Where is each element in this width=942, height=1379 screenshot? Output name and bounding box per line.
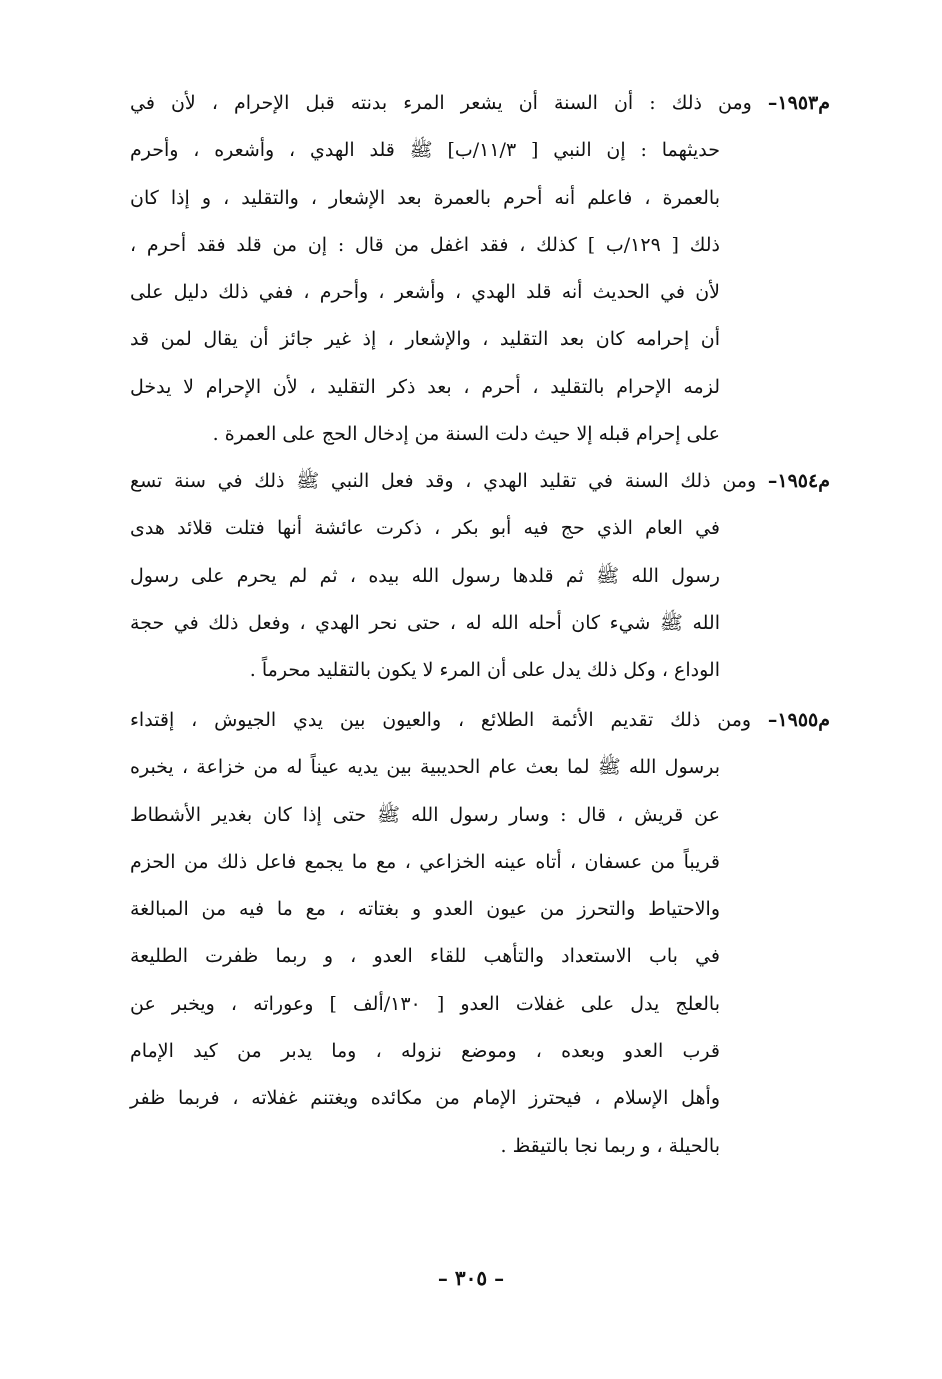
paragraph-line: بالحيلة ، و ربما نجا بالتيقظ . — [500, 1134, 720, 1157]
paragraph-line: بالعلج يدل على غفلات العدو [ ١٣٠/ألف ] وعوراته ، ويخبر عن — [130, 992, 720, 1015]
page-number: – ٣٠٥ – — [437, 1266, 505, 1290]
paragraph-line: بالعمرة ، فاعلم أنه أحرم بالعمرة بعد الإشعار ، والتقليد ، و إذا كان — [130, 186, 720, 209]
paragraph-line: وأهل الإسلام ، فيحترز الإمام من مكائده ويغتنم غفلاته ، فربما ظفر — [130, 1087, 720, 1110]
paragraph-line: عن قريش ، قال : وسار رسول الله ﷺ حتى إذا كان بغدير الأشطاط — [130, 803, 720, 826]
paragraph-line: الوداع ، وكل ذلك يدل على أن المرء لا يكون بالتقليد محرماً . — [249, 659, 720, 682]
paragraph-number: م١٩٥٣– — [767, 92, 830, 114]
paragraph-line: والاحتياط والتحرز من عيون العدو و بغتاته ، مع ما فيه من المبالغة — [130, 898, 720, 921]
paragraph-number: م١٩٥٤– — [767, 470, 830, 492]
paragraph-line: رسول الله ﷺ ثم قلدها رسول الله بيده ، ثم لم يحرم على رسول — [130, 564, 720, 587]
paragraph-line: قرب العدو وبعده ، وموضع نزوله ، وما يدبر من كيد الإمام — [130, 1040, 720, 1063]
paragraph-line: قريباً من عسفان ، أتاه عينه الخزاعي ، مع ما يجمع فاعل ذلك من الحزم — [130, 850, 720, 873]
paragraph-line: أن إحرامه كان بعد التقليد ، والإشعار ، إذ غير جائز أن يقال لمن قد — [130, 328, 720, 351]
paragraph-number: م١٩٥٥– — [767, 709, 830, 731]
paragraph-1955 — [130, 697, 830, 1170]
paragraph-line: في العام الذي حج فيه أبو بكر ، ذكرت عائشة أنها فتلت قلائد هدى — [130, 517, 720, 540]
paragraph-line — [130, 697, 830, 744]
paragraph-line: حديثهما : إن النبي [ ١١/٣/ب] ﷺ قلد الهدي ، وأشعره ، وأحرم — [130, 139, 720, 162]
paragraph-line: على إحرام قبله إلا حيث دلت السنة من إدخال الحج على العمرة . — [212, 423, 720, 446]
paragraph-line: الله ﷺ شيء كان أحله الله له ، حتى نحر الهدي ، وفعل ذلك في حجة — [130, 611, 720, 634]
paragraph-line: برسول الله ﷺ لما بعث عام الحديبية بين يديه عيناً له من خزاعة ، يخبره — [130, 756, 720, 779]
paragraph-line: لزمه الإحرام بالتقليد ، أحرم ، بعد ذكر التقليد ، لأن الإحرام لا يدخل — [130, 375, 720, 398]
paragraph-line — [130, 458, 830, 505]
paragraph-1953 — [130, 80, 830, 458]
paragraph-line: في باب الاستعداد والتأهب للقاء العدو ، و ربما ظفرت الطليعة — [130, 945, 720, 968]
paragraph-text: ومن ذلك : أن السنة أن يشعر المرء بدنته قبل الإحرام ، لأن في — [130, 92, 752, 114]
paragraph-line: لأن في الحديث أنه قلد الهدي ، وأشعر ، وأحرم ، ففي ذلك دليل على — [130, 281, 720, 304]
paragraph-text: ومن ذلك السنة في تقليد الهدي ، وقد فعل النبي ﷺ ذلك في سنة تسع — [130, 470, 757, 492]
paragraph-line — [130, 80, 830, 127]
paragraph-line: ذلك [ ١٢٩/ب ] كذلك ، فقد اغفل من قال : إن من قلد فقد أحرم ، — [130, 233, 720, 256]
paragraph-1954 — [130, 458, 830, 694]
paragraph-text: ومن ذلك تقديم الأئمة الطلائع ، والعيون بين يدي الجيوش ، إقتداء — [130, 709, 752, 731]
